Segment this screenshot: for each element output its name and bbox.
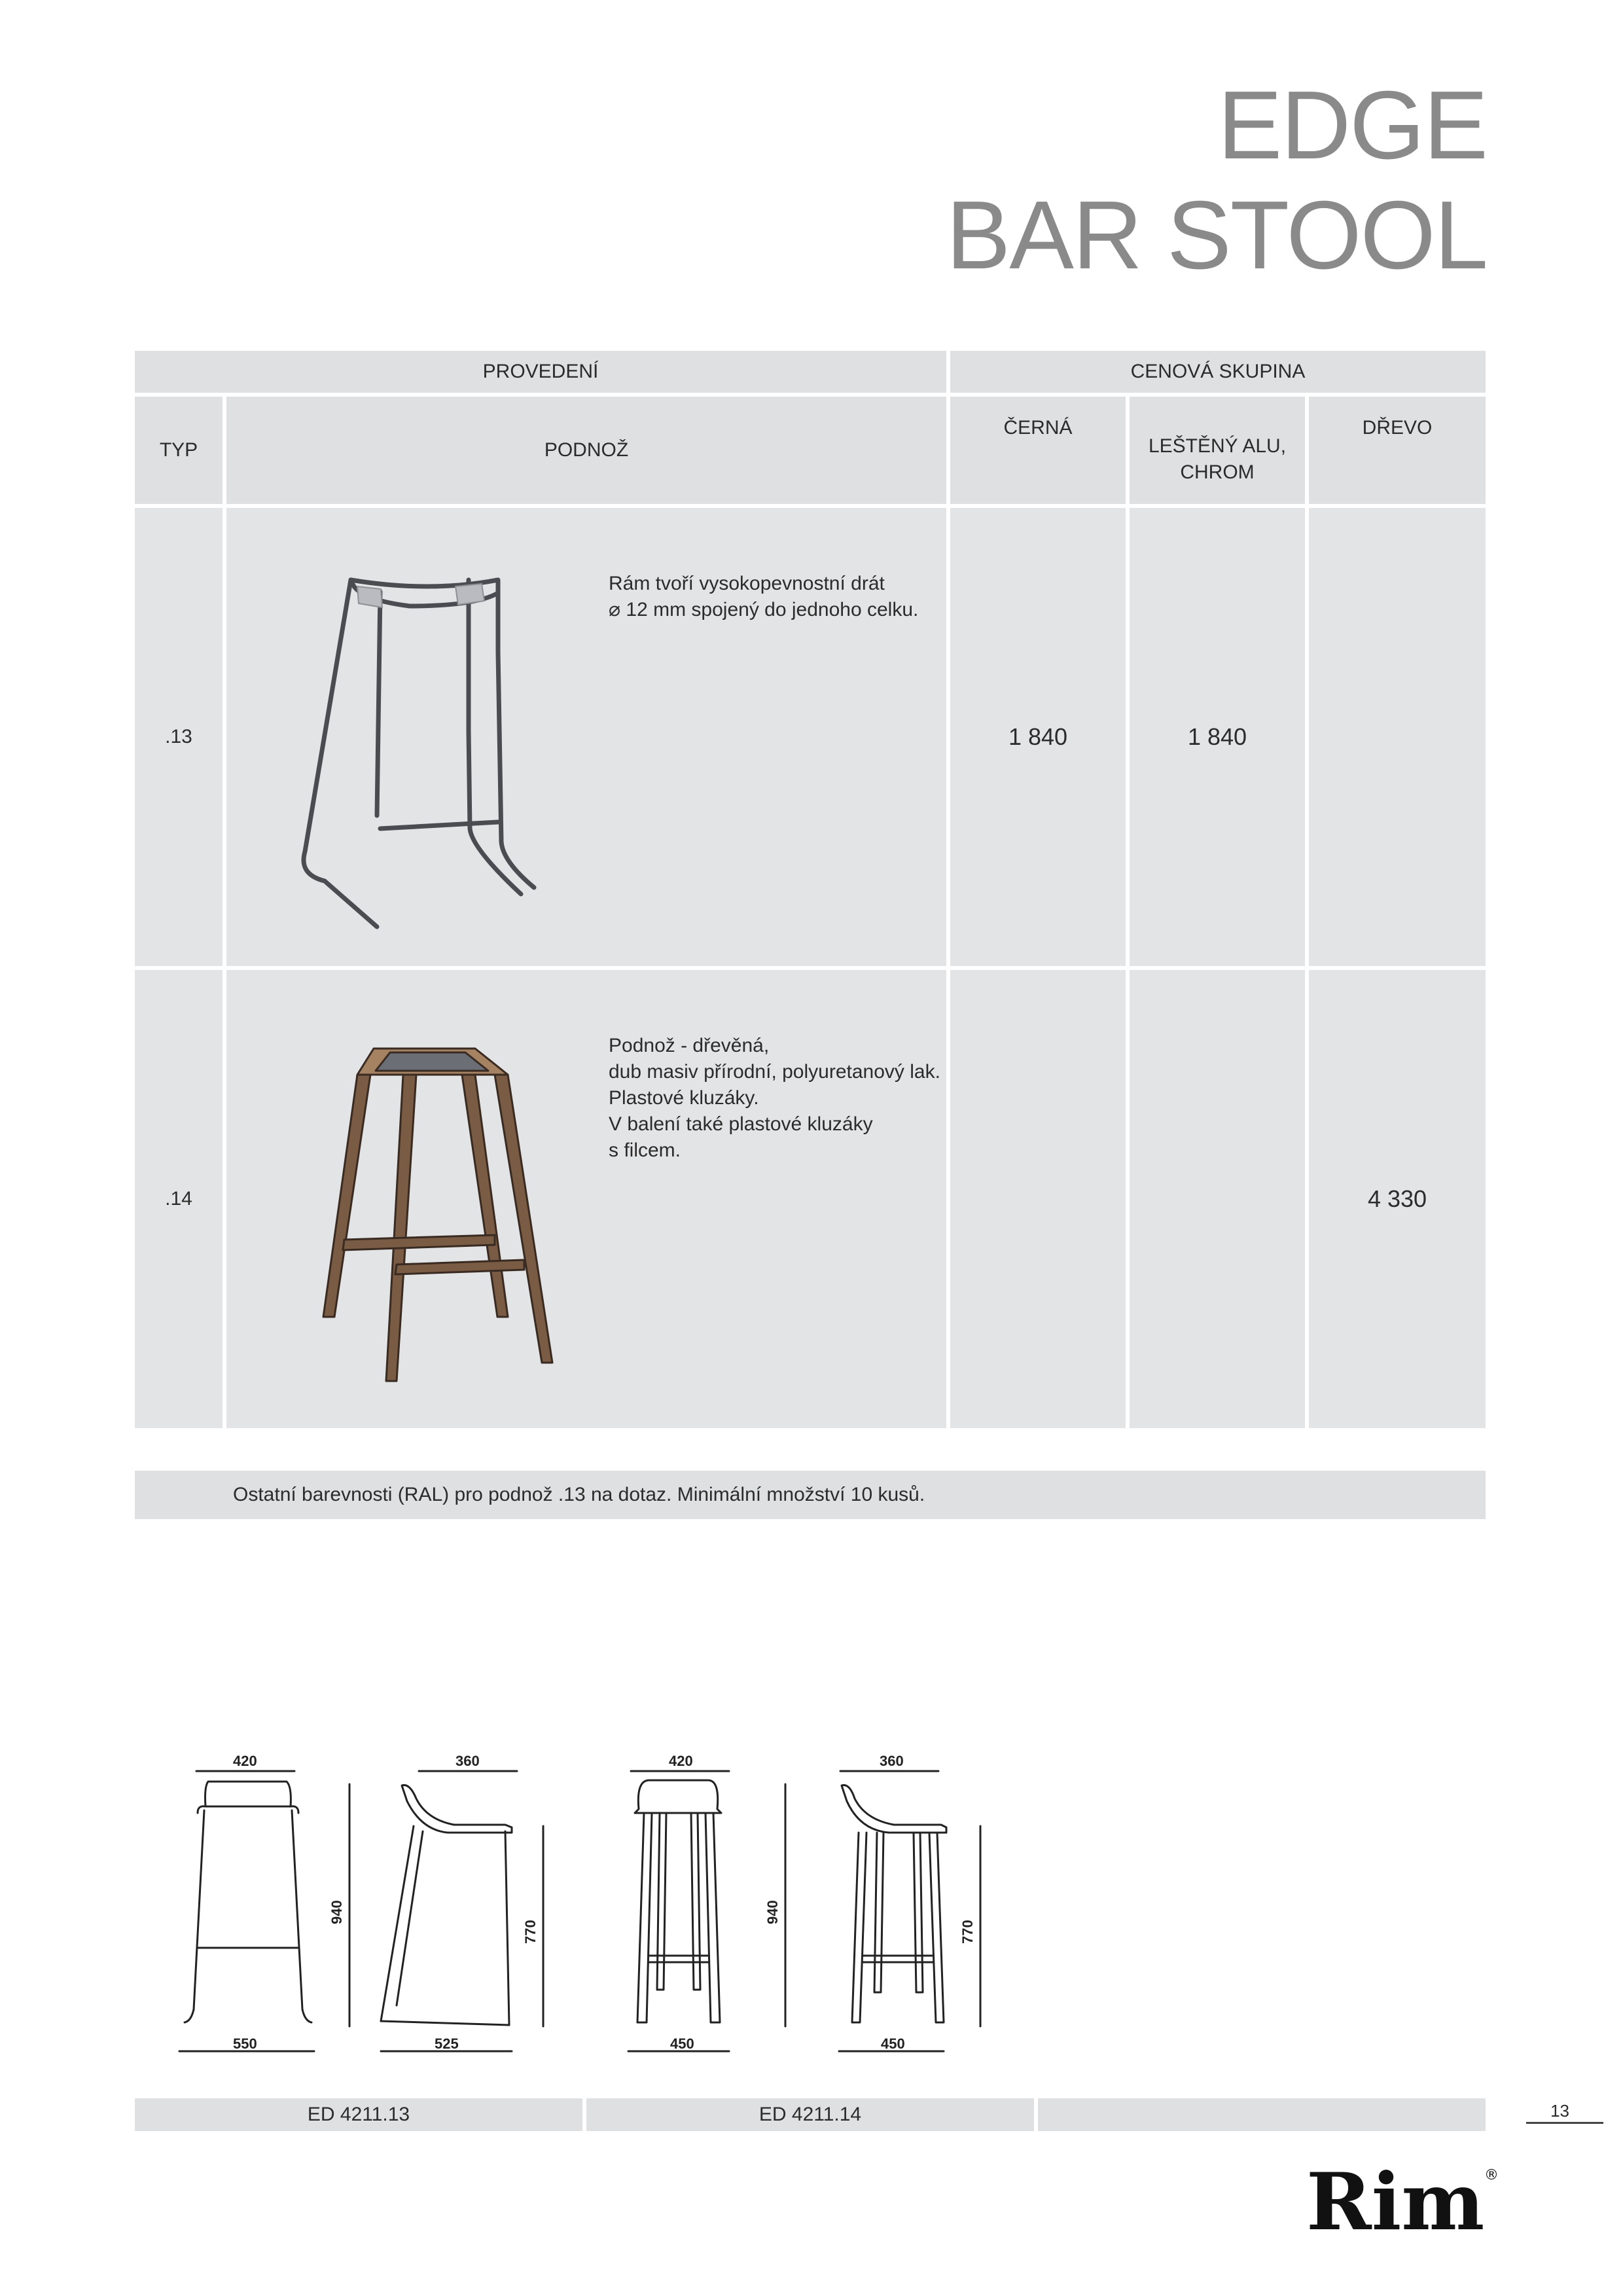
row-13-description: Rám tvoří vysokopevnostní drát ⌀ 12 mm spojený do jednoho celku. <box>609 573 919 620</box>
row-14-typ: .14 <box>135 970 223 1428</box>
page-title <box>702 71 1487 291</box>
col-header-lesteny <box>1130 397 1305 504</box>
rim-logo-text: Rim <box>1306 2157 1485 2242</box>
col-header-cerna: ČERNÁ <box>950 397 1126 504</box>
dim-b-height: 770 <box>522 1920 539 1944</box>
dimension-drawings <box>135 1728 1051 2068</box>
row-14-description: Podnož - dřevěná, dub masiv přírodní, polyuretanový lak. Plastové kluzáky. V balení také plastové kluzáky s filcem. <box>609 1035 940 1161</box>
page-number-rule <box>1526 2122 1603 2124</box>
rim-logo-registered-mark: ® <box>1484 2167 1499 2183</box>
dim-d-bottom: 450 <box>881 2036 905 2052</box>
row-14-price-lesteny <box>1130 970 1305 1428</box>
dim-c-height: 940 <box>764 1900 781 1924</box>
title-line-2: BAR STOOL <box>946 181 1487 289</box>
header-cenova-skupina: CENOVÁ SKUPINA <box>950 351 1486 393</box>
dim-a-top: 420 <box>233 1753 257 1769</box>
dim-d-height: 770 <box>959 1920 976 1944</box>
note-text: Ostatní barevnosti (RAL) pro podnož .13 na dotaz. Minimální množství 10 kusů. <box>233 1484 925 1505</box>
dim-b-top: 360 <box>455 1753 480 1769</box>
row-13-price-drevo <box>1309 508 1486 966</box>
col-header-drevo: DŘEVO <box>1309 397 1486 504</box>
page-number: 13 <box>1550 2101 1569 2121</box>
row-14-podnoz <box>226 970 946 1428</box>
product-code-13: ED 4211.13 <box>135 2098 582 2131</box>
col-header-typ: TYP <box>135 397 223 504</box>
dim-a-height: 940 <box>329 1900 345 1924</box>
row-14-price-drevo: 4 330 <box>1309 970 1486 1428</box>
product-code-empty <box>1038 2098 1486 2131</box>
product-code-14: ED 4211.14 <box>586 2098 1034 2131</box>
dim-d-top: 360 <box>880 1753 904 1769</box>
row-13-price-cerna: 1 840 <box>950 508 1126 966</box>
rim-logo <box>1306 2157 1503 2242</box>
dim-b-bottom: 525 <box>435 2036 459 2052</box>
col-header-podnoz: PODNOŽ <box>226 397 946 504</box>
row-13-typ: .13 <box>135 508 223 966</box>
wooden-stool-image <box>259 1009 586 1428</box>
row-13-podnoz <box>226 508 946 966</box>
row-13-price-lesteny: 1 840 <box>1130 508 1305 966</box>
col-header-lesteny-line2: CHROM <box>1180 461 1255 483</box>
dim-a-bottom: 550 <box>233 2036 257 2052</box>
wire-stool-image <box>259 534 586 953</box>
title-line-1: EDGE <box>1217 71 1487 179</box>
dim-c-bottom: 450 <box>670 2036 694 2052</box>
header-provedeni: PROVEDENÍ <box>135 351 946 393</box>
note-bar <box>135 1471 1486 1519</box>
row-14-price-cerna <box>950 970 1126 1428</box>
dim-c-top: 420 <box>669 1753 693 1769</box>
col-header-lesteny-line1: LEŠTĚNÝ ALU, <box>1148 435 1287 457</box>
